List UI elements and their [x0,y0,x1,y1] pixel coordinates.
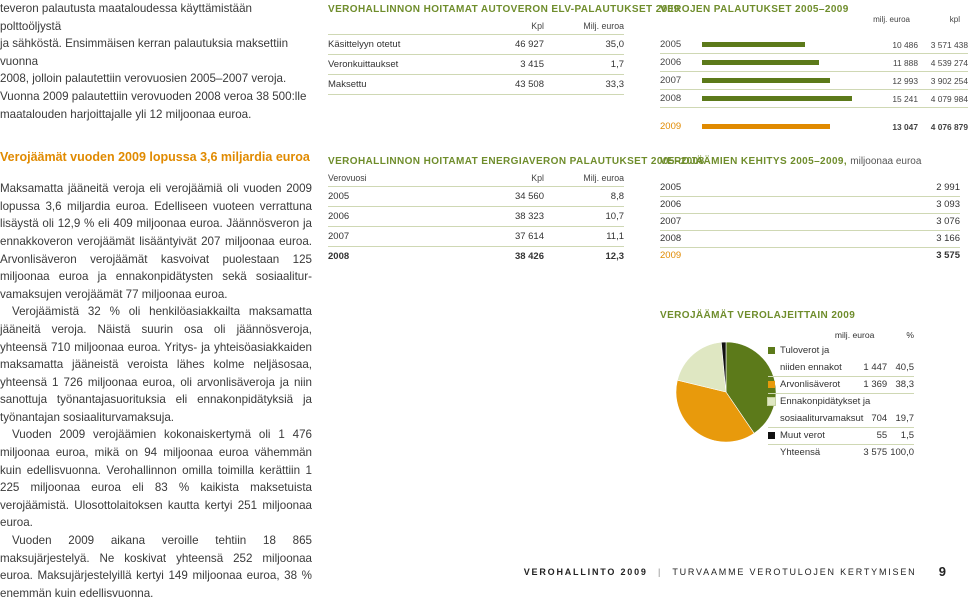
legend-swatch [768,398,775,405]
row-year: 2007 [660,213,801,230]
row-year: 2006 [660,196,801,213]
row-meur: 33,3 [544,74,624,94]
legend-row [768,342,914,359]
row-label: Veronkuittaukset [328,54,478,74]
col-header-meur: milj. euroa [834,329,875,340]
row-value: 2 991 [801,179,960,196]
row-kpl: 46 927 [478,34,544,54]
page-number: 9 [938,564,946,579]
row-kpl: 37 614 [478,226,544,246]
pie-chart [674,340,778,444]
row-value: 3 076 [801,213,960,230]
table-row [660,179,960,196]
row-label: Käsittelyyn otetut [328,34,478,54]
arrears-subtitle: miljoonaa euroa [850,156,922,167]
col-header-year: Verovuosi [328,170,478,186]
legend-total-row [768,444,914,461]
table-row [328,206,624,226]
col-header-pct: % [906,329,914,340]
row-kpl: 38 323 [478,206,544,226]
table-row [328,226,624,246]
row-meur: 1,7 [544,54,624,74]
bar [702,96,852,101]
legend-rows [768,342,914,461]
table-row [328,34,624,54]
row-year: 2005 [660,179,801,196]
footer-org: VEROHALLINTO 2009 [523,567,648,577]
intro-line-3: 2008, jolloin palautettiin verovuosien 2005–2007 veroja. [0,72,287,86]
bar-meur: 10 486 [892,40,918,50]
legend-pct: 38,3 [887,376,914,393]
table-row [328,54,624,74]
row-year: 2009 [660,250,682,262]
bar-year: 2009 [660,121,682,132]
legend-table [768,326,914,343]
intro-line-2: ja sähköstä. Ensimmäisen kerran palautuksia maksettiin vuonna [0,37,289,68]
legend-label: Arvonlisäverot [780,379,841,390]
bar-meur: 15 241 [892,94,918,104]
bar [702,78,830,83]
legend-swatch [768,432,775,439]
bar-year: 2006 [660,57,682,68]
bar-year: 2005 [660,39,682,50]
legend-swatch [768,381,775,388]
legend-meur: 55 [863,427,887,444]
total-pct: 100,0 [890,447,914,459]
footer-separator: | [658,567,663,577]
row-year: 2005 [328,186,478,206]
row-kpl: 38 426 [514,250,544,262]
col-header-kpl: kpl [949,15,960,24]
row-meur: 12,3 [605,250,624,262]
row-year: 2007 [328,226,478,246]
body-text-column [0,0,312,602]
legend-row [768,393,914,410]
bar [702,42,805,47]
legend-swatch [768,347,775,354]
table-row [660,247,960,264]
bar-year: 2007 [660,75,682,86]
legend-row [768,359,914,376]
row-value: 3 093 [801,196,960,213]
arrears-title-line [660,156,960,167]
legend-label: niiden ennakot [768,359,863,376]
legend-label: sosiaaliturvamaksut [768,410,863,427]
col-header-meur: Milj. euroa [544,18,624,34]
row-kpl: 3 415 [478,54,544,74]
paragraph-3: Vuoden 2009 verojäämien kokonaiskertymä oli 1 476 miljoonaa euroa, mikä on 94 miljoonaa euroa vähemmän kuin edellisvuonna. Verohallinnon omilla toimilla kerättiin 1 225 miljoonaa euroa eli 83 % kaikista maksetuista verojäämistä. Ulosottolaitoksen kautta kertyi 251 miljoonaa euroa. [0,428,312,530]
legend-header-row [768,326,914,343]
row-label: Maksettu [328,74,478,94]
paragraph-4: Vuoden 2009 aikana veroille tehtiin 18 865 maksujärjestelyä. Ne koskivat yhteensä 252 miljoonaa euroa. Maksujärjestelyillä kertyi 149 miljoonaa euroa, 38 % enemmän kuin edellisvuonna. [0,534,312,600]
row-meur: 11,1 [544,226,624,246]
bar-kpl: 3 571 438 [930,40,968,50]
col-header-meur: milj. euroa [873,15,910,24]
legend-label: Tuloverot ja [780,345,830,356]
energy-title: VEROHALLINNON HOITAMAT ENERGIAVERON PALAUTUKSET 2005–2008 [328,156,705,167]
paragraph-1: Maksamatta jääneitä veroja eli verojäämiä oli vuoden 2009 lopussa 3,6 miljardia euroa. Edelliseen vuoteen verrattuna lisäystä oli 12,9 % eli 409 miljoonaa euroa. Jäännösveron ja ennakkoveron verojäämät lisääntyivät 207 miljoonaa euroa. Arvonlisäveron verojäämät kasvoivat puolestaan 125 miljoonaa euroa ja ennakonpidätysten sekä sosiaaliturvamaksujen verojäämät 77 miljoonaa euroa. [0,182,312,301]
legend-pct: 1,5 [887,427,914,444]
table-row [660,230,960,247]
bar-row-2005 [660,37,968,54]
table-header-row [328,170,624,186]
intro-line-4: Vuonna 2009 palautettiin verovuoden 2008 veroa 38 500:lle [0,89,307,103]
row-value: 3 166 [801,230,960,247]
intro-line-1: teveron palautusta maataloudessa käyttämistään polttoöljystä [0,2,252,33]
row-year: 2006 [328,206,478,226]
bar-kpl: 4 539 274 [930,58,968,68]
row-year: 2008 [328,250,350,262]
arrears-title: VEROJÄÄMIEN KEHITYS 2005–2009, [660,156,848,167]
row-year: 2008 [660,230,801,247]
legend-meur: 1 369 [863,376,887,393]
legend-pct: 19,7 [887,410,914,427]
refunds-bar-chart [660,25,968,117]
elv-title: VEROHALLINNON HOITAMAT AUTOVERON ELV-PALAUTUKSET 2009 [328,4,680,15]
arrears-table [660,179,960,264]
table-row [660,196,960,213]
row-value: 3 575 [936,250,960,262]
bar-row-2009 [660,119,968,136]
legend-row [768,410,914,427]
bar-meur: 13 047 [892,122,918,132]
col-header-kpl: Kpl [478,18,544,34]
pie-legend-table [768,326,914,343]
legend-meur: 704 [863,410,887,427]
bar-kpl: 3 902 254 [930,76,968,86]
page-footer [524,563,946,578]
legend-label: Muut verot [780,430,825,441]
bar-meur: 12 993 [892,76,918,86]
energy-table [328,170,624,266]
row-kpl: 34 560 [478,186,544,206]
pie-title: VEROJÄÄMÄT VEROLAJEITTAIN 2009 [660,310,856,321]
bar-year: 2008 [660,93,682,104]
bar-row-2007 [660,73,968,90]
row-meur: 10,7 [544,206,624,226]
intro-line-5: maatalouden harjoittajalle yli 12 miljoonaa euroa. [0,107,252,121]
total-label: Yhteensä [780,447,821,459]
arrears-by-tax-panel [660,310,960,459]
bar-meur: 11 888 [893,58,918,68]
legend-meur: 1 447 [863,359,887,376]
bar [702,124,830,129]
col-header-kpl: Kpl [478,170,544,186]
legend-pct: 40,5 [887,359,914,376]
refunds-title: VEROJEN PALAUTUKSET 2005–2009 [660,4,849,15]
table-row [328,74,624,94]
refunds-panel [660,4,968,139]
row-kpl: 43 508 [478,74,544,94]
refunds-highlight-row [660,119,968,139]
total-meur: 3 575 [863,447,888,459]
legend-label: Ennakonpidätykset ja [780,396,871,408]
table-row [328,186,624,206]
section-heading: Verojäämät vuoden 2009 lopussa 3,6 miljardia euroa [0,150,310,165]
row-meur: 8,8 [544,186,624,206]
refunds-col-headers [660,15,960,25]
paragraph-2: Verojäämistä 32 % oli henkilöasiakkailta maksamatta jääneitä veroja. Näistä suurin osa oli jäännösveroja, yhteensä 710 miljoonaa euroa. Yritys- ja yhteisöasiakkaiden maksamatta jääneistä veroista lähes kolme neljäsosaa, yhteensä 1 726 miljoonaa euroa, oli arvonlisäveroja ja niin sanottuja työnantajasuorituksia eli ennakonpidätyksiä ja työnantajan sosiaaliturvamaksuja. [0,305,312,424]
elv-table [328,18,624,95]
bar-row-2006 [660,55,968,72]
table-row [328,246,624,266]
legend-row [768,376,914,393]
bar [702,60,819,65]
table-header-row [328,18,624,34]
col-header-meur: Milj. euroa [544,170,624,186]
bar-kpl: 4 076 879 [930,122,968,132]
table-row [660,213,960,230]
bar-kpl: 4 079 984 [930,94,968,104]
legend-row [768,427,914,444]
row-meur: 35,0 [544,34,624,54]
bar-row-2008 [660,91,968,108]
arrears-panel [660,156,960,264]
footer-tagline: TURVAAMME VEROTULOJEN KERTYMISEN [672,567,917,577]
